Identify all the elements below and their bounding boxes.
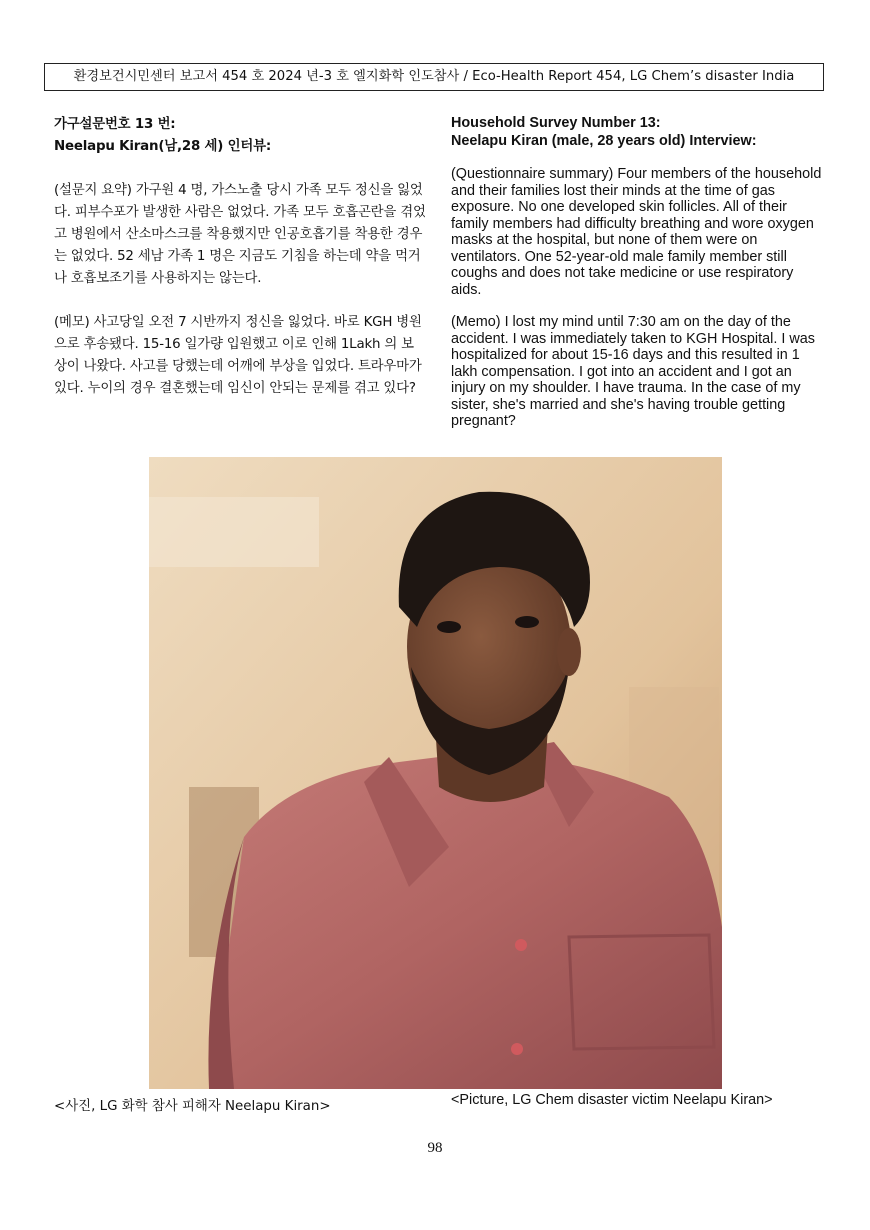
english-photo-caption: <Picture, LG Chem disaster victim Neelapu Kiran> (451, 1092, 773, 1108)
shirt-shape (209, 752, 722, 1089)
report-header: 환경보건시민센터 보고서 454 호 2024 년-3 호 엘지화학 인도참사 / Eco-Health Report 454, LG Chem’s disaster India (44, 63, 824, 91)
korean-memo: (메모) 사고당일 오전 7 시반까지 정신을 잃었다. 바로 KGH 병원으로 후송됐다. 15-16 일가량 입원했고 이로 인해 1Lakh 의 보상이 나왔다. 사고를 당했는데 어깨에 부상을 입었다. 트라우마가 있다. 누이의 경우 결혼했는데 임신이 안되는 문제를 겪고 있다? (54, 315, 422, 396)
korean-title-line1: 가구설문번호 13 번: (54, 117, 176, 132)
english-summary: (Questionnaire summary) Four members of the household and their families lost their minds at the time of gas exposure. No one developed skin follicles. All of their family members had difficulty breathing and wore oxygen masks at the hospital, but none of them were on ventilators. One 52-year-old male family member still coughs and does not take medicine or use respiratory aids. (451, 166, 822, 298)
korean-column (54, 114, 426, 400)
korean-photo-caption: <사진, LG 화학 참사 피해자 Neelapu Kiran> (54, 1099, 331, 1114)
victim-photo (149, 457, 722, 1089)
english-memo: (Memo) I lost my mind until 7:30 am on the day of the accident. I was immediately taken to KGH Hospital. I was hospitalized for about 15-16 days and this resulted in 1 lakh compensation. I got into an accident and I got an injury on my shoulder. I have trauma. In the case of my sister, she's married and she's having trouble getting pregnant? (451, 314, 815, 429)
page-number: 98 (427, 1140, 443, 1156)
korean-summary: (설문지 요약) 가구원 4 명, 가스노출 당시 가족 모두 정신을 잃었다. 피부수포가 발생한 사람은 없었다. 가족 모두 호흡곤란을 겪었고 병원에서 산소마스크를 착용했지만 인공호흡기를 착용한 경우는 없었다. 52 세남 가족 1 명은 지금도 기침을 하는데 약을 먹거나 호흡보조기를 사용하지는 않는다. (54, 183, 426, 286)
english-column (451, 114, 827, 430)
korean-title-line2: Neelapu Kiran(남,28 세) 인터뷰: (54, 139, 272, 154)
english-title-line2: Neelapu Kiran (male, 28 years old) Interview: (451, 133, 757, 149)
english-title-line1: Household Survey Number 13: (451, 115, 661, 131)
